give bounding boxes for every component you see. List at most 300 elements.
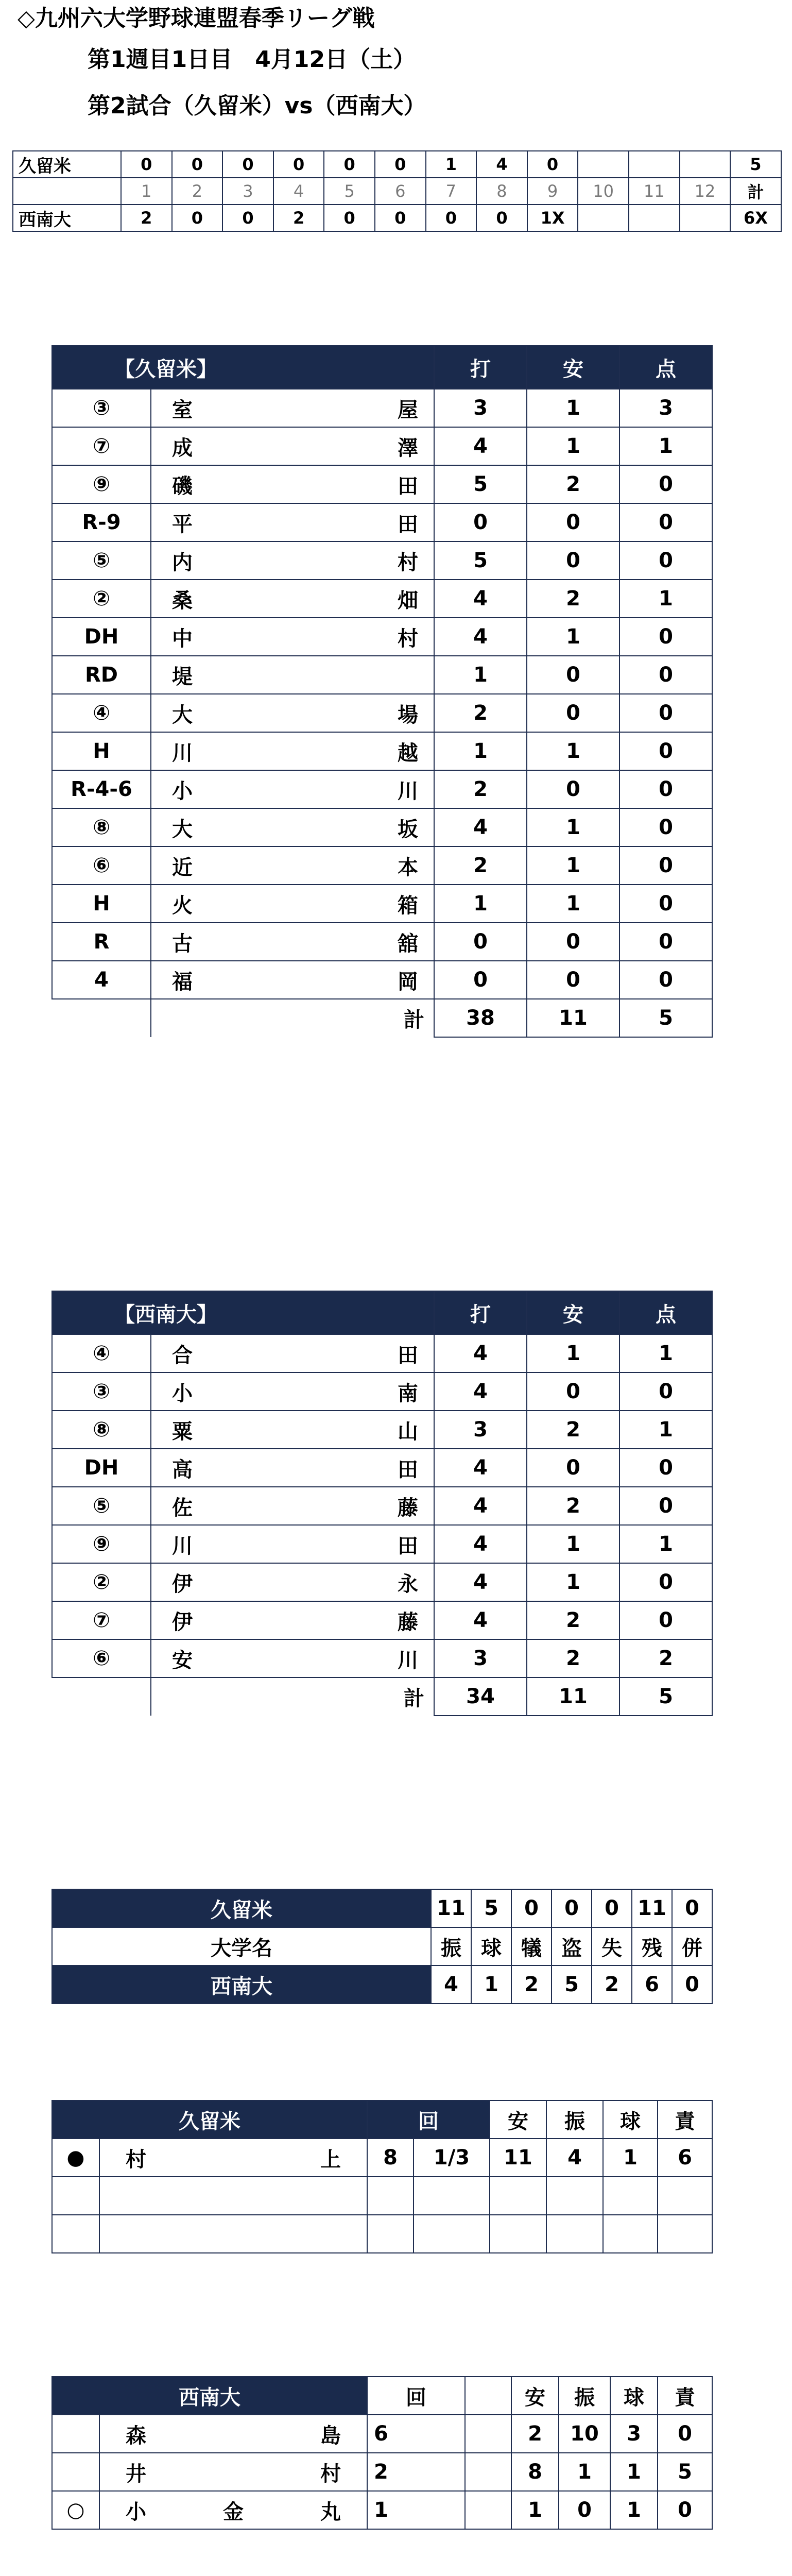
header-earned-runs: 責: [658, 2377, 712, 2415]
pitcher-walks: 3: [610, 2415, 658, 2453]
pitcher-name: [99, 2215, 367, 2253]
batter-rbi: 0: [619, 1487, 712, 1525]
header-innings: 回: [367, 2100, 490, 2139]
line-score-table: [12, 150, 782, 232]
batter-at-bats: 4: [434, 580, 527, 618]
inning-score: [680, 151, 731, 178]
team-stat-header: 盗: [552, 1927, 592, 1965]
batter-position: ⑦: [52, 1601, 151, 1639]
batter-rbi: 0: [619, 770, 712, 808]
inning-score: [680, 205, 731, 231]
pitcher-strikeouts: 1: [559, 2453, 610, 2491]
batter-hits: 0: [527, 541, 619, 580]
pitching-table-seinan: [51, 2376, 713, 2530]
batter-at-bats: 1: [434, 732, 527, 770]
batter-position: ②: [52, 1563, 151, 1601]
header-at-bats: 打: [434, 1291, 527, 1334]
pitcher-earned-runs: [658, 2215, 712, 2253]
pitcher-innings-fraction: [465, 2415, 511, 2453]
batting-total-row: [52, 999, 712, 1037]
batter-name: 佐藤: [151, 1487, 434, 1525]
batter-row: [52, 770, 712, 808]
pitcher-strikeouts: 4: [546, 2139, 603, 2177]
batter-name: 安川: [151, 1639, 434, 1677]
inning-number: 計: [730, 178, 781, 205]
batter-at-bats: 4: [434, 1372, 527, 1411]
pitcher-decision-mark: ●: [52, 2139, 99, 2177]
batter-at-bats: 4: [434, 427, 527, 465]
inning-score: 4: [476, 151, 527, 178]
batting-table-kurume: [51, 345, 713, 1038]
batter-at-bats: 4: [434, 1525, 527, 1563]
header-strikeouts: 振: [546, 2100, 603, 2139]
batter-name: 磯田: [151, 465, 434, 503]
batter-at-bats: 2: [434, 846, 527, 885]
batter-name: 古舘: [151, 923, 434, 961]
batter-position: DH: [52, 618, 151, 656]
pitcher-row: [52, 2415, 712, 2453]
pitcher-hits: 8: [511, 2453, 559, 2491]
batter-rbi: 1: [619, 1334, 712, 1372]
batter-at-bats: 4: [434, 1449, 527, 1487]
batter-name: 内村: [151, 541, 434, 580]
pitcher-earned-runs: 0: [658, 2491, 712, 2529]
inning-number: 10: [578, 178, 629, 205]
batter-at-bats: 3: [434, 389, 527, 427]
batter-rbi: 0: [619, 656, 712, 694]
batter-hits: 0: [527, 694, 619, 732]
pitcher-row: [52, 2491, 712, 2529]
line-score-inning-header: [13, 178, 781, 205]
batter-row: [52, 1601, 712, 1639]
batter-at-bats: 0: [434, 961, 527, 999]
total-label: 計: [151, 1677, 434, 1716]
pitcher-decision-mark: [52, 2415, 99, 2453]
header-at-bats: 打: [434, 346, 527, 389]
batter-rbi: 3: [619, 389, 712, 427]
pitcher-walks: [603, 2215, 658, 2253]
batter-name: 小川: [151, 770, 434, 808]
batter-name: 室屋: [151, 389, 434, 427]
inning-score: 0: [527, 151, 578, 178]
game-matchup: 第2試合（久留米）vs（西南大）: [88, 93, 426, 119]
batter-name: 平田: [151, 503, 434, 541]
team-stat-value: 0: [672, 1965, 712, 2004]
batter-row: [52, 1639, 712, 1677]
batter-hits: 1: [527, 427, 619, 465]
batter-name: 成澤: [151, 427, 434, 465]
batter-name: 粟山: [151, 1411, 434, 1449]
blank-cell: [52, 1677, 151, 1716]
pitcher-innings-fraction: [414, 2215, 490, 2253]
batter-name: 合田: [151, 1334, 434, 1372]
team-stats-table: [51, 1889, 713, 2004]
inning-number: 6: [375, 178, 426, 205]
batter-hits: 1: [527, 808, 619, 846]
batter-row: [52, 694, 712, 732]
header-rbi: 点: [619, 1291, 712, 1334]
inning-score: 0: [273, 151, 324, 178]
batter-position: ⑨: [52, 465, 151, 503]
batter-row: [52, 580, 712, 618]
batter-name: 川田: [151, 1525, 434, 1563]
header-walks: 球: [610, 2377, 658, 2415]
batter-position: ⑨: [52, 1525, 151, 1563]
batter-at-bats: 2: [434, 770, 527, 808]
batter-hits: 1: [527, 885, 619, 923]
team-stat-value: 5: [552, 1965, 592, 2004]
batter-name: 近本: [151, 846, 434, 885]
inning-score: 2: [273, 205, 324, 231]
batter-at-bats: 2: [434, 694, 527, 732]
pitcher-earned-runs: [658, 2177, 712, 2215]
total-label: 計: [151, 999, 434, 1037]
batter-position: R: [52, 923, 151, 961]
batter-row: [52, 1334, 712, 1372]
batter-hits: 1: [527, 389, 619, 427]
team-stats-header-row: [52, 1927, 712, 1965]
total-hits: 11: [527, 1677, 619, 1716]
pitching-team-name: 久留米: [52, 2100, 367, 2139]
inning-score: [629, 151, 680, 178]
batter-row: [52, 618, 712, 656]
pitcher-decision-mark: [52, 2453, 99, 2491]
team-stats-bottom-row: [52, 1965, 712, 2004]
inning-score: 0: [375, 205, 426, 231]
team-stat-value: 0: [592, 1889, 632, 1927]
batter-at-bats: 4: [434, 1334, 527, 1372]
batting-team-name: 【久留米】: [52, 346, 434, 389]
pitcher-strikeouts: [546, 2177, 603, 2215]
batter-rbi: 1: [619, 427, 712, 465]
pitching-table-kurume: [51, 2100, 713, 2253]
pitcher-strikeouts: 10: [559, 2415, 610, 2453]
batter-name: 大坂: [151, 808, 434, 846]
pitcher-hits: [490, 2215, 546, 2253]
blank-cell: [13, 178, 121, 205]
batter-rbi: 0: [619, 618, 712, 656]
header-strikeouts: 振: [559, 2377, 610, 2415]
inning-score: [578, 151, 629, 178]
batter-hits: 0: [527, 1449, 619, 1487]
pitcher-hits: 1: [511, 2491, 559, 2529]
batting-table-seinan: [51, 1291, 713, 1716]
batter-hits: 1: [527, 1525, 619, 1563]
inning-number: 1: [121, 178, 172, 205]
batter-rbi: 1: [619, 1411, 712, 1449]
batter-row: [52, 541, 712, 580]
total-at-bats: 38: [434, 999, 527, 1037]
pitcher-strikeouts: [546, 2215, 603, 2253]
pitcher-innings-fraction: [414, 2177, 490, 2215]
inning-number: 11: [629, 178, 680, 205]
blank-cell: [465, 2377, 511, 2415]
batter-rbi: 0: [619, 732, 712, 770]
batter-hits: 2: [527, 580, 619, 618]
pitcher-name: 森島: [99, 2415, 367, 2453]
header-innings: 回: [367, 2377, 465, 2415]
batter-hits: 2: [527, 1639, 619, 1677]
pitcher-innings: 2: [367, 2453, 465, 2491]
inning-number: 5: [324, 178, 375, 205]
batter-at-bats: 4: [434, 1563, 527, 1601]
batter-position: R-4-6: [52, 770, 151, 808]
inning-score: 0: [222, 151, 273, 178]
batter-row: [52, 656, 712, 694]
blank-cell: [52, 999, 151, 1037]
pitcher-row: [52, 2215, 712, 2253]
batter-at-bats: 1: [434, 656, 527, 694]
batter-hits: 2: [527, 1487, 619, 1525]
batter-row: [52, 808, 712, 846]
batter-hits: 1: [527, 846, 619, 885]
batter-row: [52, 846, 712, 885]
pitcher-row: [52, 2453, 712, 2491]
pitcher-earned-runs: 0: [658, 2415, 712, 2453]
batter-at-bats: 4: [434, 618, 527, 656]
batter-row: [52, 961, 712, 999]
inning-score: 0: [222, 205, 273, 231]
pitcher-innings: 6: [367, 2415, 465, 2453]
batter-position: ⑥: [52, 1639, 151, 1677]
batter-name: 伊永: [151, 1563, 434, 1601]
pitcher-innings: 8: [367, 2139, 414, 2177]
team-stats-label: 大学名: [52, 1927, 431, 1965]
batter-hits: 2: [527, 1601, 619, 1639]
batter-hits: 0: [527, 923, 619, 961]
batter-position: ③: [52, 1372, 151, 1411]
game-date: 第1週目1日目 4月12日（土）: [88, 46, 416, 73]
team-stats-team: 久留米: [52, 1889, 431, 1927]
batter-name: 火箱: [151, 885, 434, 923]
batter-position: ⑧: [52, 1411, 151, 1449]
inning-score: 0: [172, 205, 223, 231]
team-stat-value: 0: [552, 1889, 592, 1927]
team-stat-header: 球: [471, 1927, 511, 1965]
batter-name: 中村: [151, 618, 434, 656]
inning-score: 0: [324, 205, 375, 231]
pitcher-walks: 1: [610, 2491, 658, 2529]
total-at-bats: 34: [434, 1677, 527, 1716]
pitcher-strikeouts: 0: [559, 2491, 610, 2529]
batter-row: [52, 732, 712, 770]
batter-hits: 1: [527, 618, 619, 656]
batter-row: [52, 465, 712, 503]
batter-row: [52, 923, 712, 961]
batting-header-row: [52, 346, 712, 389]
pitcher-innings: [367, 2177, 414, 2215]
pitcher-innings-fraction: [465, 2453, 511, 2491]
pitcher-innings: [367, 2215, 414, 2253]
team-stat-header: 残: [632, 1927, 672, 1965]
inning-number: 12: [680, 178, 731, 205]
batter-position: ⑦: [52, 427, 151, 465]
batter-rbi: 0: [619, 808, 712, 846]
batter-rbi: 0: [619, 923, 712, 961]
team-stat-value: 0: [672, 1889, 712, 1927]
pitcher-hits: 11: [490, 2139, 546, 2177]
pitching-header-row: [52, 2100, 712, 2139]
pitcher-walks: [603, 2177, 658, 2215]
inning-score: 1: [426, 151, 477, 178]
batter-name: 小南: [151, 1372, 434, 1411]
batter-row: [52, 1563, 712, 1601]
pitcher-decision-mark: ○: [52, 2491, 99, 2529]
batter-row: [52, 427, 712, 465]
inning-number: 3: [222, 178, 273, 205]
inning-score: 0: [375, 151, 426, 178]
batter-position: 4: [52, 961, 151, 999]
batter-row: [52, 503, 712, 541]
batter-rbi: 0: [619, 961, 712, 999]
batter-name: 高田: [151, 1449, 434, 1487]
batter-position: H: [52, 732, 151, 770]
batter-name: 川越: [151, 732, 434, 770]
batter-position: ⑥: [52, 846, 151, 885]
batter-rbi: 2: [619, 1639, 712, 1677]
pitcher-innings-fraction: 1/3: [414, 2139, 490, 2177]
batting-team-name: 【西南大】: [52, 1291, 434, 1334]
team-stat-header: 併: [672, 1927, 712, 1965]
batter-position: ③: [52, 389, 151, 427]
batter-position: H: [52, 885, 151, 923]
inning-number: 2: [172, 178, 223, 205]
total-rbi: 5: [619, 1677, 712, 1716]
batter-row: [52, 389, 712, 427]
batter-hits: 0: [527, 770, 619, 808]
batter-row: [52, 1411, 712, 1449]
pitcher-decision-mark: [52, 2177, 99, 2215]
team-stat-value: 2: [511, 1965, 552, 2004]
team-stat-value: 6: [632, 1965, 672, 2004]
line-score-row-home: [13, 205, 781, 231]
batter-rbi: 0: [619, 1601, 712, 1639]
pitching-team-name: 西南大: [52, 2377, 367, 2415]
team-stat-value: 11: [632, 1889, 672, 1927]
team-stat-value: 11: [431, 1889, 471, 1927]
batter-hits: 0: [527, 961, 619, 999]
pitcher-row: [52, 2139, 712, 2177]
batter-name: 堤: [151, 656, 434, 694]
batting-total-row: [52, 1677, 712, 1716]
batter-hits: 1: [527, 1563, 619, 1601]
header-rbi: 点: [619, 346, 712, 389]
team-stat-value: 5: [471, 1889, 511, 1927]
batter-position: ⑧: [52, 808, 151, 846]
batter-at-bats: 5: [434, 465, 527, 503]
batting-header-row: [52, 1291, 712, 1334]
inning-score: [629, 205, 680, 231]
batter-position: ④: [52, 1334, 151, 1372]
pitcher-walks: 1: [603, 2139, 658, 2177]
batter-row: [52, 885, 712, 923]
header-earned-runs: 責: [658, 2100, 712, 2139]
batter-hits: 2: [527, 1411, 619, 1449]
inning-score: [578, 205, 629, 231]
pitcher-hits: 2: [511, 2415, 559, 2453]
inning-number: 8: [476, 178, 527, 205]
pitcher-earned-runs: 5: [658, 2453, 712, 2491]
batter-rbi: 0: [619, 694, 712, 732]
team-stat-value: 0: [511, 1889, 552, 1927]
batter-rbi: 0: [619, 885, 712, 923]
team-stat-header: 失: [592, 1927, 632, 1965]
batter-name: 大場: [151, 694, 434, 732]
header-hits: 安: [527, 346, 619, 389]
batter-at-bats: 4: [434, 808, 527, 846]
pitcher-name: 小金丸: [99, 2491, 367, 2529]
batter-position: ⑤: [52, 541, 151, 580]
batter-position: ④: [52, 694, 151, 732]
team-stats-team: 西南大: [52, 1965, 431, 2004]
batter-row: [52, 1487, 712, 1525]
batter-rbi: 1: [619, 1525, 712, 1563]
line-score-row-away: [13, 151, 781, 178]
team-stat-value: 4: [431, 1965, 471, 2004]
total-hits: 11: [527, 999, 619, 1037]
batter-rbi: 0: [619, 503, 712, 541]
batter-rbi: 0: [619, 465, 712, 503]
inning-score: 2: [121, 205, 172, 231]
team-name: 久留米: [13, 151, 121, 178]
batter-name: 伊藤: [151, 1601, 434, 1639]
total-rbi: 5: [619, 999, 712, 1037]
batter-name: 桑畑: [151, 580, 434, 618]
team-stat-header: 振: [431, 1927, 471, 1965]
batter-rbi: 0: [619, 1563, 712, 1601]
inning-number: 7: [426, 178, 477, 205]
header-hits: 安: [511, 2377, 559, 2415]
batter-position: R-9: [52, 503, 151, 541]
batter-at-bats: 5: [434, 541, 527, 580]
pitcher-innings: 1: [367, 2491, 465, 2529]
batter-rbi: 0: [619, 1449, 712, 1487]
batter-at-bats: 0: [434, 503, 527, 541]
team-name: 西南大: [13, 205, 121, 231]
pitcher-decision-mark: [52, 2215, 99, 2253]
pitcher-name: [99, 2177, 367, 2215]
page-title: ◇九州六大学野球連盟春季リーグ戦: [18, 5, 375, 31]
batter-rbi: 0: [619, 846, 712, 885]
batter-row: [52, 1525, 712, 1563]
pitcher-walks: 1: [610, 2453, 658, 2491]
total-score: 5: [730, 151, 781, 178]
header-hits: 安: [490, 2100, 546, 2139]
inning-score: 0: [324, 151, 375, 178]
batter-hits: 1: [527, 732, 619, 770]
inning-number: 9: [527, 178, 578, 205]
team-stat-value: 2: [592, 1965, 632, 2004]
pitcher-name: 井村: [99, 2453, 367, 2491]
batter-row: [52, 1372, 712, 1411]
batter-name: 福岡: [151, 961, 434, 999]
batter-hits: 0: [527, 503, 619, 541]
batter-hits: 2: [527, 465, 619, 503]
batter-rbi: 0: [619, 541, 712, 580]
batter-at-bats: 0: [434, 923, 527, 961]
batter-position: RD: [52, 656, 151, 694]
team-stat-value: 1: [471, 1965, 511, 2004]
batter-rbi: 1: [619, 580, 712, 618]
batter-at-bats: 4: [434, 1601, 527, 1639]
header-walks: 球: [603, 2100, 658, 2139]
batter-position: DH: [52, 1449, 151, 1487]
inning-score: 0: [172, 151, 223, 178]
batter-at-bats: 3: [434, 1639, 527, 1677]
inning-number: 4: [273, 178, 324, 205]
pitcher-earned-runs: 6: [658, 2139, 712, 2177]
batter-hits: 0: [527, 656, 619, 694]
